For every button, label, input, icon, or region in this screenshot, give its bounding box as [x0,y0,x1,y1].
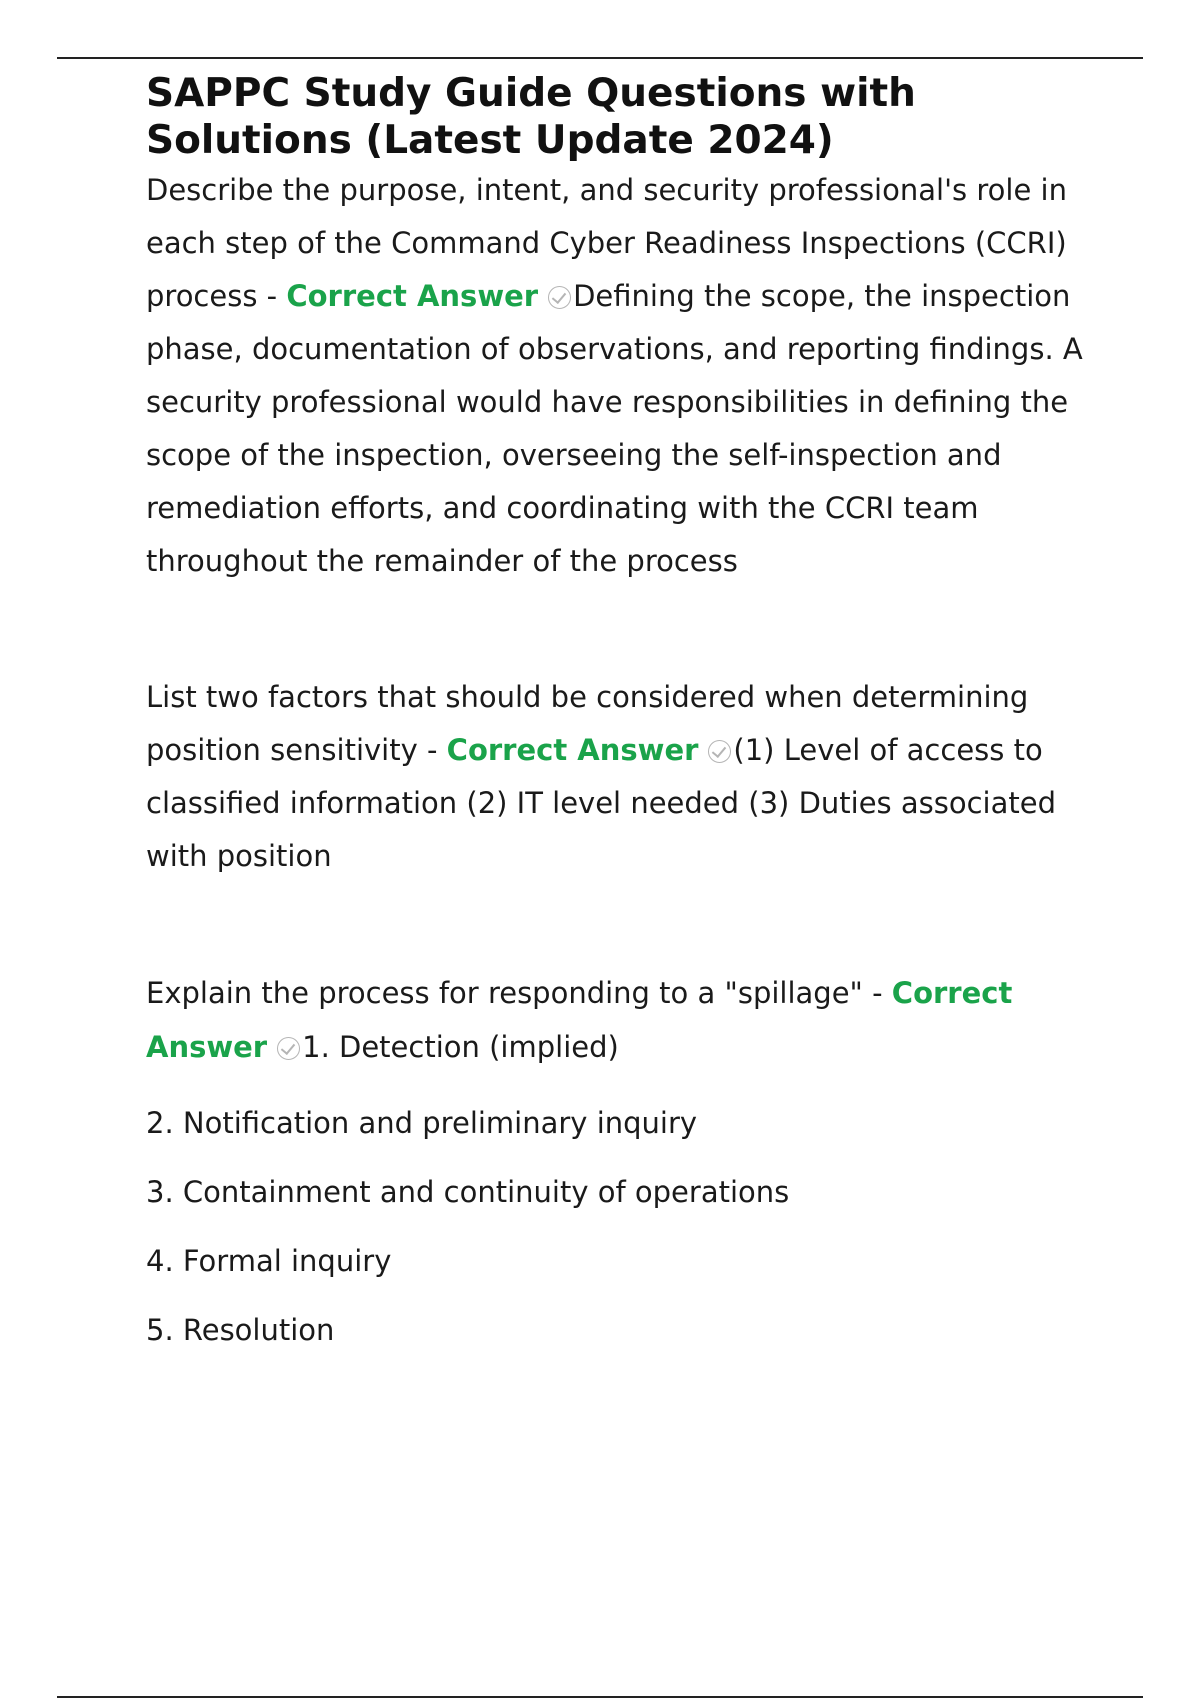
check-circle-icon [277,1037,300,1060]
check-circle-icon [548,286,571,309]
bottom-rule [57,1696,1143,1698]
qa-item [146,966,1096,1350]
qa-item [146,164,1096,588]
question-text: Explain the process for responding to a "spillage" - [146,976,883,1010]
answer-step: 3. Containment and continuity of operations [146,1175,790,1209]
answer-text: Defining the scope, the inspection phase, documentation of observations, and reporting findings. A security professional would have responsibilities in defining the scope of the inspection, overseeing the self-inspection and remediation efforts, and coordinating with the CCRI team throughout the remainder of the process [146,279,1083,578]
correct-answer-label: Correct Answer [286,279,539,313]
top-rule [57,57,1143,59]
qa-question-block [146,966,1096,1074]
answer-step: 4. Formal inquiry [146,1244,392,1278]
answer-text: 1. Detection (implied) [302,1030,619,1064]
answer-step: 5. Resolution [146,1313,335,1347]
question-text: Describe the purpose, intent, and security professional's role in each step of the Command Cyber Readiness Inspections (CCRI) process - [146,173,1067,313]
question-text: List two factors that should be considered when determining position sensitivity - [146,680,1029,767]
document-title: SAPPC Study Guide Questions with Solutions (Latest Update 2024) [146,71,916,163]
answer-step: 2. Notification and preliminary inquiry [146,1106,698,1140]
answer-text: (1) Level of access to classified information (2) IT level needed (3) Duties associated with position [146,733,1057,873]
document-body [146,70,1096,1350]
correct-answer-label: Correct Answer [146,976,1013,1064]
check-circle-icon [708,740,731,763]
correct-answer-label: Correct Answer [446,733,699,767]
qa-item [146,671,1096,883]
